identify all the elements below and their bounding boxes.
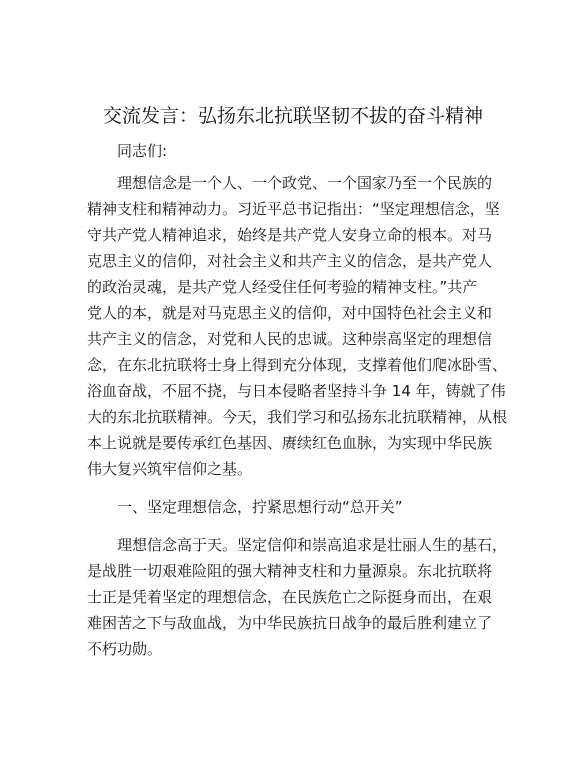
paragraph-line: 理想信念是一个人、一个政党、一个国家乃至一个民族的 xyxy=(117,174,493,192)
paragraph-line: 共产主义的信念，对党和人民的忠诚。这种崇高坚定的理想信 xyxy=(87,330,493,348)
paragraph-line: 难困苦之下与敌血战，为中华民族抗日战争的最后胜利建立了 xyxy=(87,614,493,632)
document-title: 交流发言：弘扬东北抗联坚韧不拔的奋斗精神 xyxy=(102,105,483,127)
paragraph-line: 士正是凭着坚定的理想信念，在民族危亡之际挺身而出，在艰 xyxy=(87,588,493,606)
paragraph-line: 大的东北抗联精神。今天，我们学习和弘扬东北抗联精神，从根 xyxy=(87,408,507,426)
section-heading-1 xyxy=(87,494,507,520)
paragraph-line: 理想信念高于天。坚定信仰和崇高追求是壮丽人生的基石， xyxy=(117,536,507,554)
salutation: 同志们: xyxy=(117,142,168,160)
paragraph-line: 精神支柱和精神动力。习近平总书记指出：“坚定理想信念，坚 xyxy=(87,200,500,218)
paragraph-line: 不朽功勋。 xyxy=(87,640,163,658)
section-heading-text: 一、坚定理想信念，拧紧思想行动“总开关” xyxy=(117,498,403,516)
paragraph-line: 浴血奋战，不屈不挠，与日本侵略者坚持斗争 14 年，铸就了伟 xyxy=(87,382,506,400)
paragraph-line: 党人的本，就是对马克思主义的信仰，对中国特色社会主义和 xyxy=(87,304,493,322)
paragraph-1 xyxy=(87,170,507,482)
paragraph-line: 守共产党人精神追求，始终是共产党人安身立命的根本。对马 xyxy=(87,226,493,244)
paragraph-line: 是战胜一切艰难险阻的强大精神支柱和力量源泉。东北抗联将 xyxy=(87,562,493,580)
paragraph-line: 伟大复兴筑牢信仰之基。 xyxy=(87,460,253,478)
paragraph-line: 念，在东北抗联将士身上得到充分体现，支撑着他们爬冰卧雪、 xyxy=(87,356,507,374)
paragraph-line: 的政治灵魂，是共产党人经受住任何考验的精神支柱。”共产 xyxy=(87,278,478,296)
paragraph-2 xyxy=(87,532,507,662)
paragraph-line: 克思主义的信仰，对社会主义和共产主义的信念，是共产党人 xyxy=(87,252,493,270)
paragraph-line: 本上说就是要传承红色基因、赓续红色血脉，为实现中华民族 xyxy=(87,434,493,452)
